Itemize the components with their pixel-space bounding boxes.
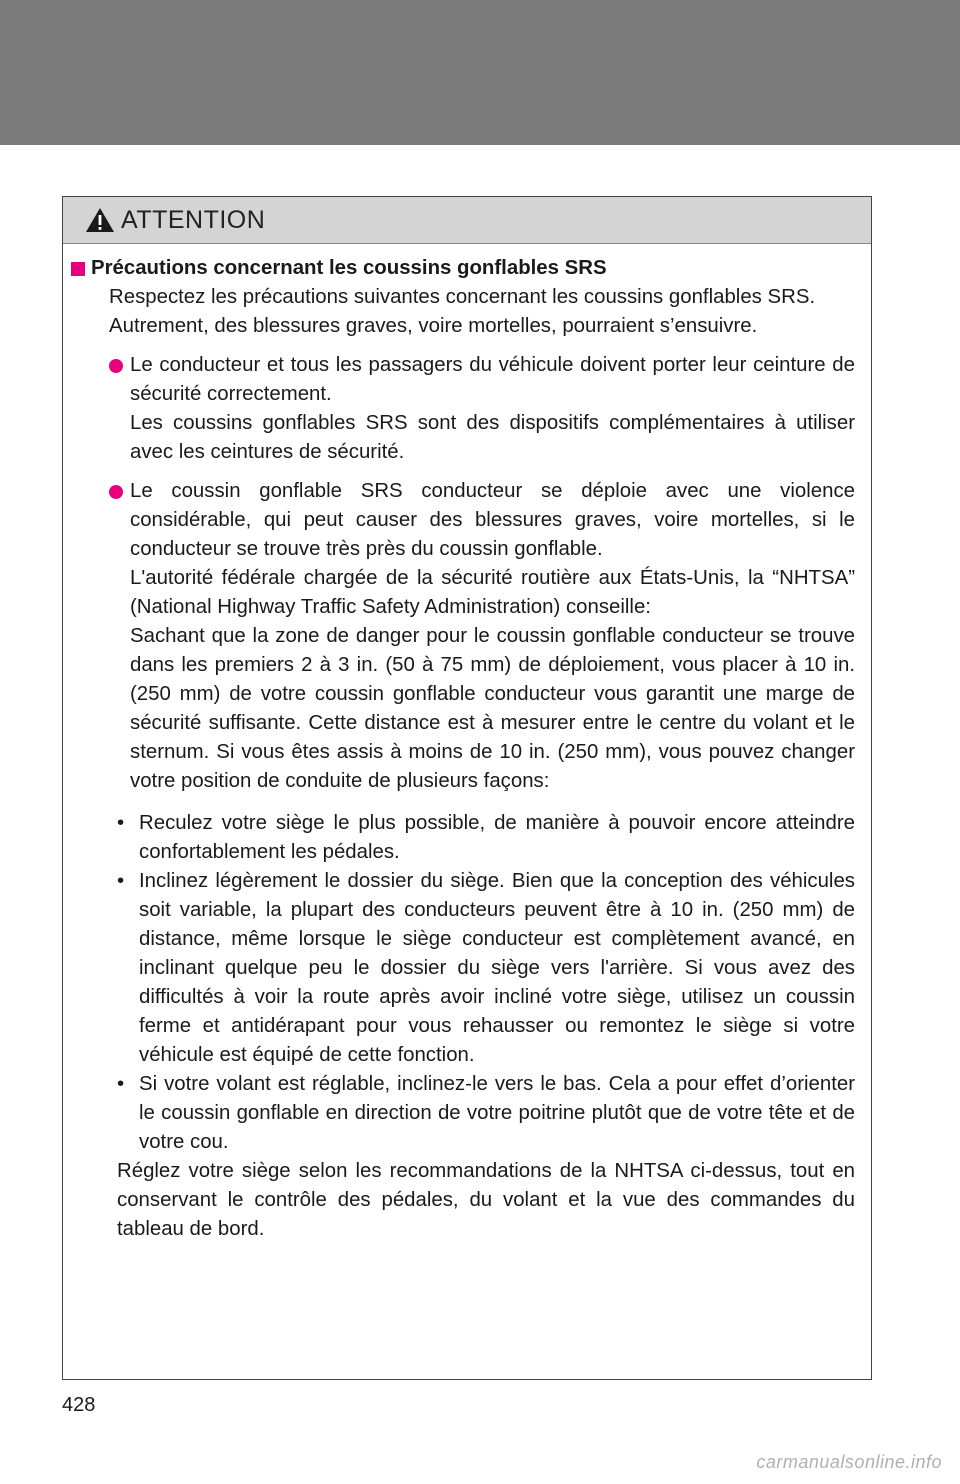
- attention-label: ATTENTION: [121, 205, 266, 234]
- header-band: [0, 0, 960, 145]
- warning-triangle-icon: [85, 207, 115, 233]
- list-item-text: Si votre volant est réglable, inclinez-le vers le bas. Cela a pour effet d’orienter le coussin gonflable en direction de votre poitrine plutôt que de votre tête et de votre cou.: [139, 1073, 855, 1153]
- attention-content: [63, 254, 871, 1244]
- closing-paragraph: Réglez votre siège selon les recommandations de la NHTSA ci-dessus, tout en conservant le contrôle des pédales, du volant et la vue des commandes du tableau de bord.: [117, 1160, 855, 1240]
- sub-list: [71, 809, 855, 1157]
- bullet-text: Les coussins gonflables SRS sont des dispositifs complémentaires à utiliser avec les ceintures de sécurité.: [130, 412, 855, 463]
- attention-header: [63, 197, 871, 244]
- section-title-text: Précautions concernant les coussins gonflables SRS: [91, 257, 607, 279]
- sub-bullet-mark: •: [117, 870, 125, 892]
- round-bullet-icon: [109, 359, 123, 373]
- section-title: [71, 254, 855, 283]
- round-bullet-icon: [109, 485, 123, 499]
- square-bullet-icon: [71, 262, 85, 276]
- list-item-text: Inclinez légèrement le dossier du siège. Bien que la conception des véhicules soit variable, la plupart des conducteurs peuvent être à 10 in. (250 mm) de distance, même lorsque le siège conducteur est complètement avancé, en inclinant quelque peu le dossier du siège vers l'arrière. Si vous avez des difficultés à voir la route après avoir incliné votre siège, utilisez un coussin ferme et antidérapant pour vous rehausser ou remontez le siège si votre véhicule est équipé de cette fonction.: [139, 870, 855, 1066]
- intro-warning: Autrement, des blessures graves, voire mortelles, pourraient s’ensuivre.: [109, 315, 758, 337]
- list-item-text: Reculez votre siège le plus possible, de manière à pouvoir encore atteindre confortablement les pédales.: [139, 812, 855, 863]
- sub-bullet-mark: •: [117, 1073, 125, 1095]
- page-number: 428: [62, 1394, 96, 1416]
- intro-paragraph: Respectez les précautions suivantes concernant les coussins gonflables SRS.: [109, 286, 816, 308]
- attention-box: [62, 196, 872, 1380]
- list-item: [117, 809, 855, 867]
- list-item: [117, 1070, 855, 1157]
- bullet-item: [71, 351, 855, 467]
- bullet-text: Le conducteur et tous les passagers du véhicule doivent porter leur ceinture de sécurité correctement.: [130, 354, 855, 405]
- bullet-item: [71, 477, 855, 796]
- bullet-text: L'autorité fédérale chargée de la sécurité routière aux États-Unis, la “NHTSA” (National Highway Traffic Safety Administration) conseille:: [130, 567, 855, 618]
- watermark: carmanualsonline.info: [756, 1452, 942, 1472]
- nhtsa-advice: Sachant que la zone de danger pour le coussin gonflable conducteur se trouve dans les premiers 2 à 3 in. (50 à 75 mm) de déploiement, vous placer à 10 in. (250 mm) de votre coussin gonflable conducteur vous garantit une marge de sécurité suffisante. Cette distance est à mesurer entre le centre du volant et le sternum. Si vous êtes assis à moins de 10 in. (250 mm), vous pouvez changer votre position de conduite de plusieurs façons:: [130, 625, 855, 792]
- sub-bullet-mark: •: [117, 812, 125, 834]
- list-item: [117, 867, 855, 1070]
- bullet-text: Le coussin gonflable SRS conducteur se déploie avec une violence considérable, qui peut causer des blessures graves, voire mortelles, si le conducteur se trouve très près du coussin gonflable.: [130, 480, 855, 560]
